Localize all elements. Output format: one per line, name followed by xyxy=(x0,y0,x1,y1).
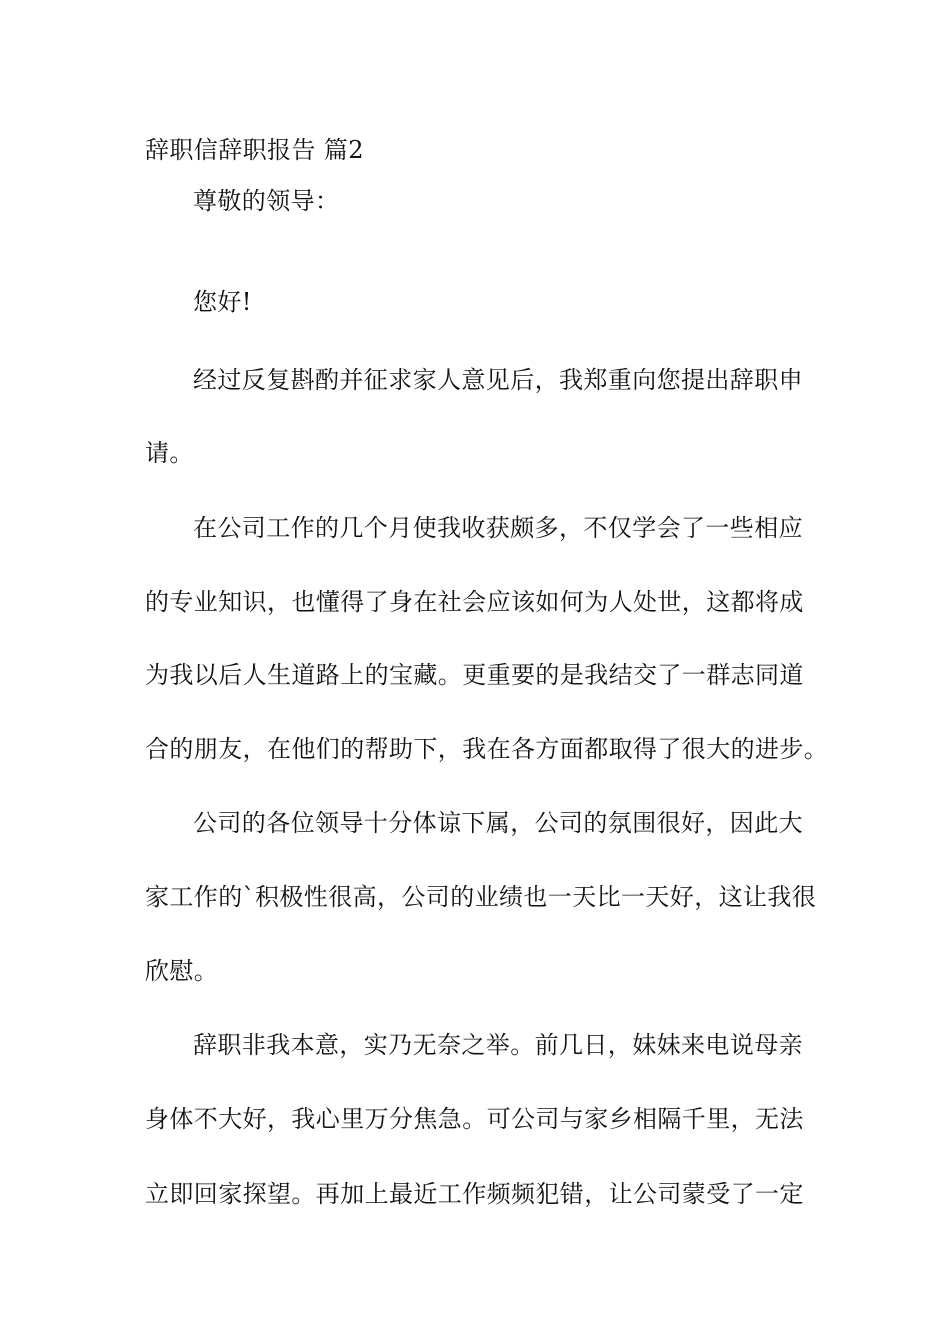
paragraph-4-line-2: 身体不大好，我心里万分焦急。可公司与家乡相隔千里，无法 xyxy=(145,1105,804,1133)
paragraph-4-line-3: 立即回家探望。再加上最近工作频频犯错，让公司蒙受了一定 xyxy=(145,1180,804,1208)
paragraph-2-line-2: 的专业知识，也懂得了身在社会应该如何为人处世，这都将成 xyxy=(145,588,804,616)
paragraph-2-line-3: 为我以后人生道路上的宝藏。更重要的是我结交了一群志同道 xyxy=(145,661,804,689)
paragraph-1-line-1: 经过反复斟酌并征求家人意见后，我郑重向您提出辞职申 xyxy=(193,366,803,394)
paragraph-3-line-3: 欣慰。 xyxy=(145,957,219,985)
paragraph-3-line-2: 家工作的`积极性很高，公司的业绩也一天比一天好，这让我很 xyxy=(145,883,817,911)
paragraph-4-line-1: 辞职非我本意，实乃无奈之举。前几日，妹妹来电说母亲 xyxy=(193,1031,803,1059)
paragraph-3-line-1: 公司的各位领导十分体谅下属，公司的氛围很好，因此大 xyxy=(193,809,803,837)
salutation: 尊敬的领导： xyxy=(193,187,340,215)
paragraph-1-line-2: 请。 xyxy=(145,439,194,467)
paragraph-2-line-4: 合的朋友，在他们的帮助下，我在各方面都取得了很大的进步。 xyxy=(145,735,829,763)
greeting: 您好! xyxy=(193,288,252,316)
document-title: 辞职信辞职报告 篇2 xyxy=(145,136,364,164)
paragraph-2-line-1: 在公司工作的几个月使我收获颇多，不仅学会了一些相应 xyxy=(193,514,803,542)
